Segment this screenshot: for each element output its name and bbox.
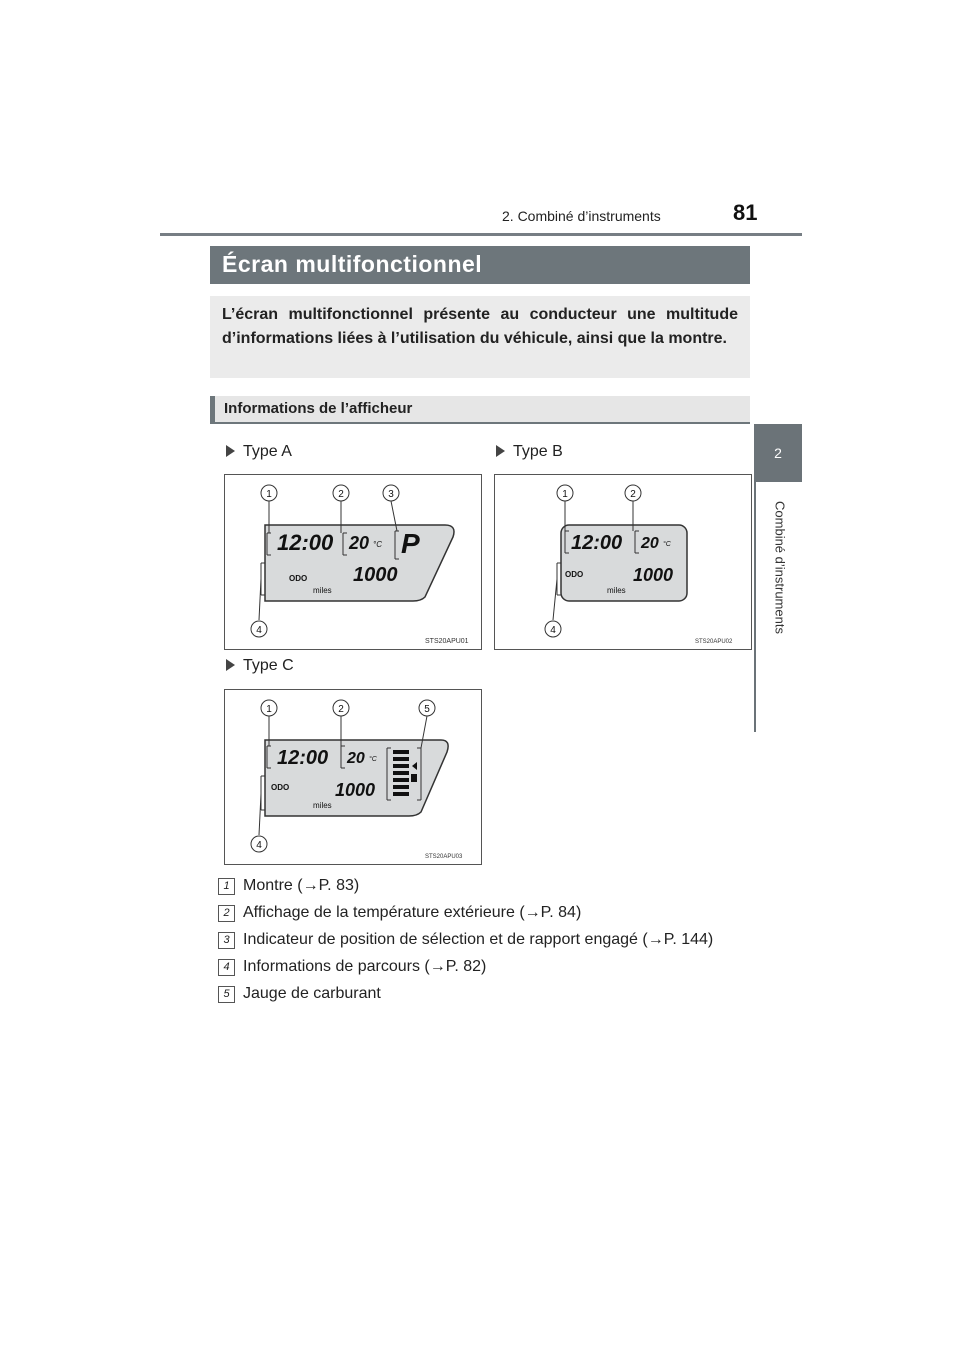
section-label: 2. Combiné d’instruments — [502, 208, 661, 224]
figure-code: STS20APU03 — [425, 854, 463, 860]
clock-readout: 12:00 — [277, 747, 329, 769]
legend-number: 1 — [218, 878, 235, 895]
figure-type-c — [224, 689, 482, 865]
fuel-pump-icon — [411, 774, 417, 782]
legend-text: Indicateur de position de sélection et de rapport engagé (→P. 144) — [243, 931, 714, 948]
triangle-bullet-icon — [226, 445, 235, 457]
legend-item — [218, 931, 713, 949]
callout-1: 1 — [266, 704, 272, 715]
page-number: 81 — [733, 200, 758, 225]
legend-item — [218, 958, 486, 976]
callout-2: 2 — [338, 489, 344, 500]
chapter-tab-line — [754, 482, 756, 732]
legend-item — [218, 985, 381, 1003]
header-rule — [160, 233, 802, 236]
subheading-rule — [210, 422, 750, 424]
callout-3: 3 — [388, 489, 394, 500]
type-a-label — [226, 443, 292, 461]
temp-readout: 20 — [347, 750, 365, 767]
unit-label: miles — [607, 586, 626, 595]
type-c-text: Type C — [243, 657, 294, 674]
callout-2: 2 — [630, 489, 636, 500]
legend-text: Informations de parcours (→P. 82) — [243, 958, 487, 975]
odo-readout: 1000 — [633, 565, 674, 585]
callout-2: 2 — [338, 704, 344, 715]
callout-4: 4 — [550, 625, 556, 636]
page-title: Écran multifonctionnel — [222, 251, 483, 277]
clock-readout: 12:00 — [277, 530, 334, 555]
legend-text: Montre (→P. 83) — [243, 877, 360, 894]
legend-number: 5 — [218, 986, 235, 1003]
temp-unit: °C — [369, 756, 377, 763]
chapter-tab-label: Combiné d’instruments — [772, 501, 788, 634]
figure-code: STS20APU02 — [695, 639, 733, 645]
intro-text: L’écran multifonctionnel présente au conducteur une multitude d’informations liées à l’utilisation du véhicule, ainsi que la montre. — [222, 306, 738, 347]
legend-text: Affichage de la température extérieure (→P. 84) — [243, 904, 582, 921]
figure-type-b — [494, 474, 752, 650]
odo-label: ODO — [565, 570, 584, 579]
unit-label: miles — [313, 586, 332, 595]
type-c-label — [226, 657, 294, 675]
subheading-accent — [210, 396, 215, 422]
temp-unit: °C — [373, 540, 382, 549]
temp-unit: °C — [663, 541, 671, 548]
type-b-label — [496, 443, 563, 461]
callout-4: 4 — [256, 840, 262, 851]
type-b-text: Type B — [513, 443, 563, 460]
display-illustration-a — [225, 475, 481, 649]
clock-readout: 12:00 — [571, 532, 623, 554]
triangle-bullet-icon — [496, 445, 505, 457]
callout-1: 1 — [266, 489, 272, 500]
legend-item — [218, 877, 359, 895]
triangle-bullet-icon — [226, 659, 235, 671]
odo-label: ODO — [271, 783, 290, 792]
callout-4: 4 — [256, 625, 262, 636]
odo-readout: 1000 — [353, 564, 398, 586]
figure-code: STS20APU01 — [425, 638, 469, 645]
callout-5: 5 — [424, 704, 430, 715]
display-illustration-c — [225, 690, 481, 864]
odo-label: ODO — [289, 574, 308, 583]
temp-readout: 20 — [349, 533, 370, 553]
gear-readout: P — [401, 528, 420, 559]
legend-text: Jauge de carburant — [243, 985, 381, 1002]
figure-type-a — [224, 474, 482, 650]
odo-readout: 1000 — [335, 780, 376, 800]
legend-item — [218, 904, 581, 922]
temp-readout: 20 — [641, 535, 659, 552]
display-illustration-b — [495, 475, 751, 649]
type-a-text: Type A — [243, 443, 292, 460]
subheading: Informations de l’afficheur — [224, 400, 413, 417]
chapter-tab-number: 2 — [754, 424, 802, 482]
legend-number: 3 — [218, 932, 235, 949]
callout-1: 1 — [562, 489, 568, 500]
legend-number: 4 — [218, 959, 235, 976]
unit-label: miles — [313, 801, 332, 810]
legend-number: 2 — [218, 905, 235, 922]
